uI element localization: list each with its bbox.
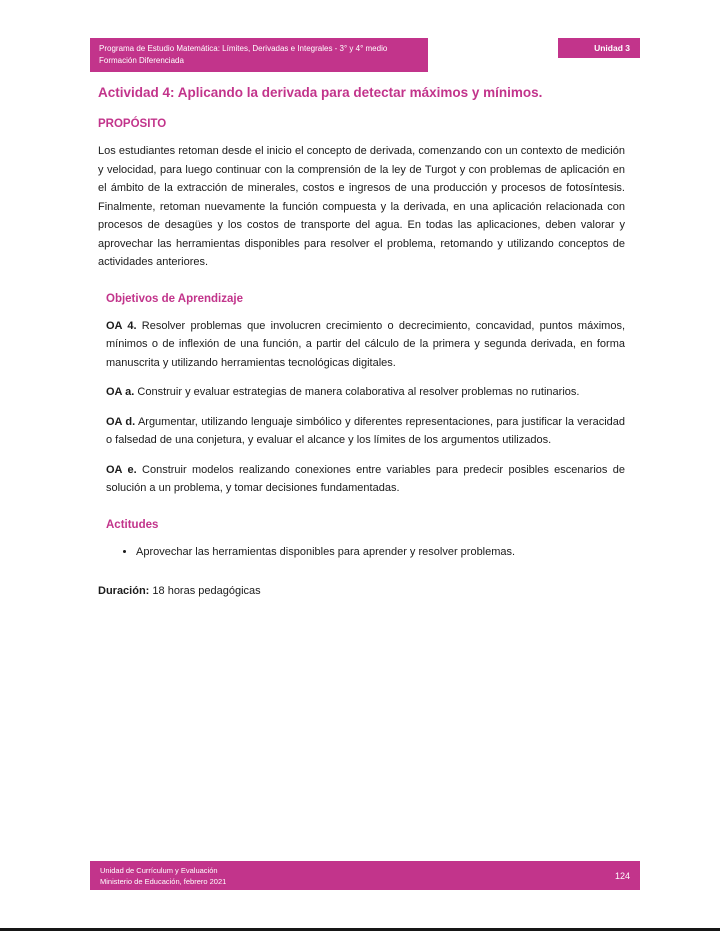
program-title: Programa de Estudio Matemática: Límites, Derivadas e Integrales - 3° y 4° medio — [99, 44, 388, 53]
oa-label: OA e. — [106, 463, 137, 476]
duration-label: Duración: — [98, 585, 150, 597]
oa-text: Construir modelos realizando conexiones entre variables para predecir posibles escenarios de solución a un problema, y tomar decisiones fundamentadas. — [106, 463, 625, 494]
proposito-paragraph: Los estudiantes retoman desde el inicio el concepto de derivada, comenzando con un contexto de medición y velocidad, para luego continuar con la comprensión de la ley de Turgot y con problemas de aplicación en el ámbito de la extracción de minerales, costos e ingresos de una producción y procesos de fotosíntesis. Finalmente, retoman nuevamente la función compuesta y la derivada, en una aplicación relacionada con procesos de desagües y los costos de transporte del agua. En todas las aplicaciones, deben valorar y aprovechar las herramientas disponibles para resolver el problema, retomando y utilizando conceptos de actividades anteriores. — [98, 145, 625, 268]
oa-label: OA a. — [106, 386, 135, 398]
objetivos-section — [106, 292, 625, 562]
program-banner — [90, 38, 428, 72]
objetivos-heading: Objetivos de Aprendizaje — [106, 292, 243, 305]
unit-badge: Unidad 3 — [558, 38, 640, 58]
program-subtitle: Formación Diferenciada — [99, 56, 184, 65]
duration-value: 18 horas pedagógicas — [152, 585, 261, 597]
footer-line1: Unidad de Currículum y Evaluación — [100, 865, 218, 875]
oa-paragraph — [106, 413, 625, 450]
oa-paragraph — [106, 461, 625, 498]
page-bottom-rule — [0, 928, 720, 931]
oa-text: Construir y evaluar estrategias de manera colaborativa al resolver problemas no rutinarios. — [137, 386, 580, 398]
list-item: • Aprovechar las herramientas disponibles para aprender y resolver problemas. — [136, 543, 625, 562]
footer-line2: Ministerio de Educación, febrero 2021 — [100, 876, 227, 886]
oa-label: OA d. — [106, 415, 136, 428]
actitudes-heading: Actitudes — [106, 518, 159, 531]
proposito-heading: PROPÓSITO — [98, 118, 167, 130]
activity-title: Actividad 4: Aplicando la derivada para detectar máximos y mínimos. — [98, 85, 543, 100]
oa-paragraph — [106, 383, 625, 402]
content-column — [98, 84, 625, 601]
oa-paragraph — [106, 317, 625, 373]
page-number: 124 — [614, 870, 630, 881]
page-footer — [90, 861, 640, 890]
oa-text: Resolver problemas que involucren crecimiento o decrecimiento, concavidad, puntos máximos, mínimos o de inflexión de una función, a partir del cálculo de la primera y segunda derivada, en forma manuscrita y utilizando herramientas tecnológicas digitales. — [106, 319, 626, 369]
oa-text: Argumentar, utilizando lenguaje simbólico y diferentes representaciones, para justificar la veracidad o falsedad de una conjetura, y evaluar el alcance y los límites de los argumentos utilizados. — [106, 415, 625, 446]
oa-label: OA 4. — [106, 319, 137, 332]
actitudes-list — [106, 543, 625, 562]
footer-credits — [100, 865, 226, 887]
actitudes-section — [106, 518, 625, 562]
duration-line — [98, 582, 625, 601]
